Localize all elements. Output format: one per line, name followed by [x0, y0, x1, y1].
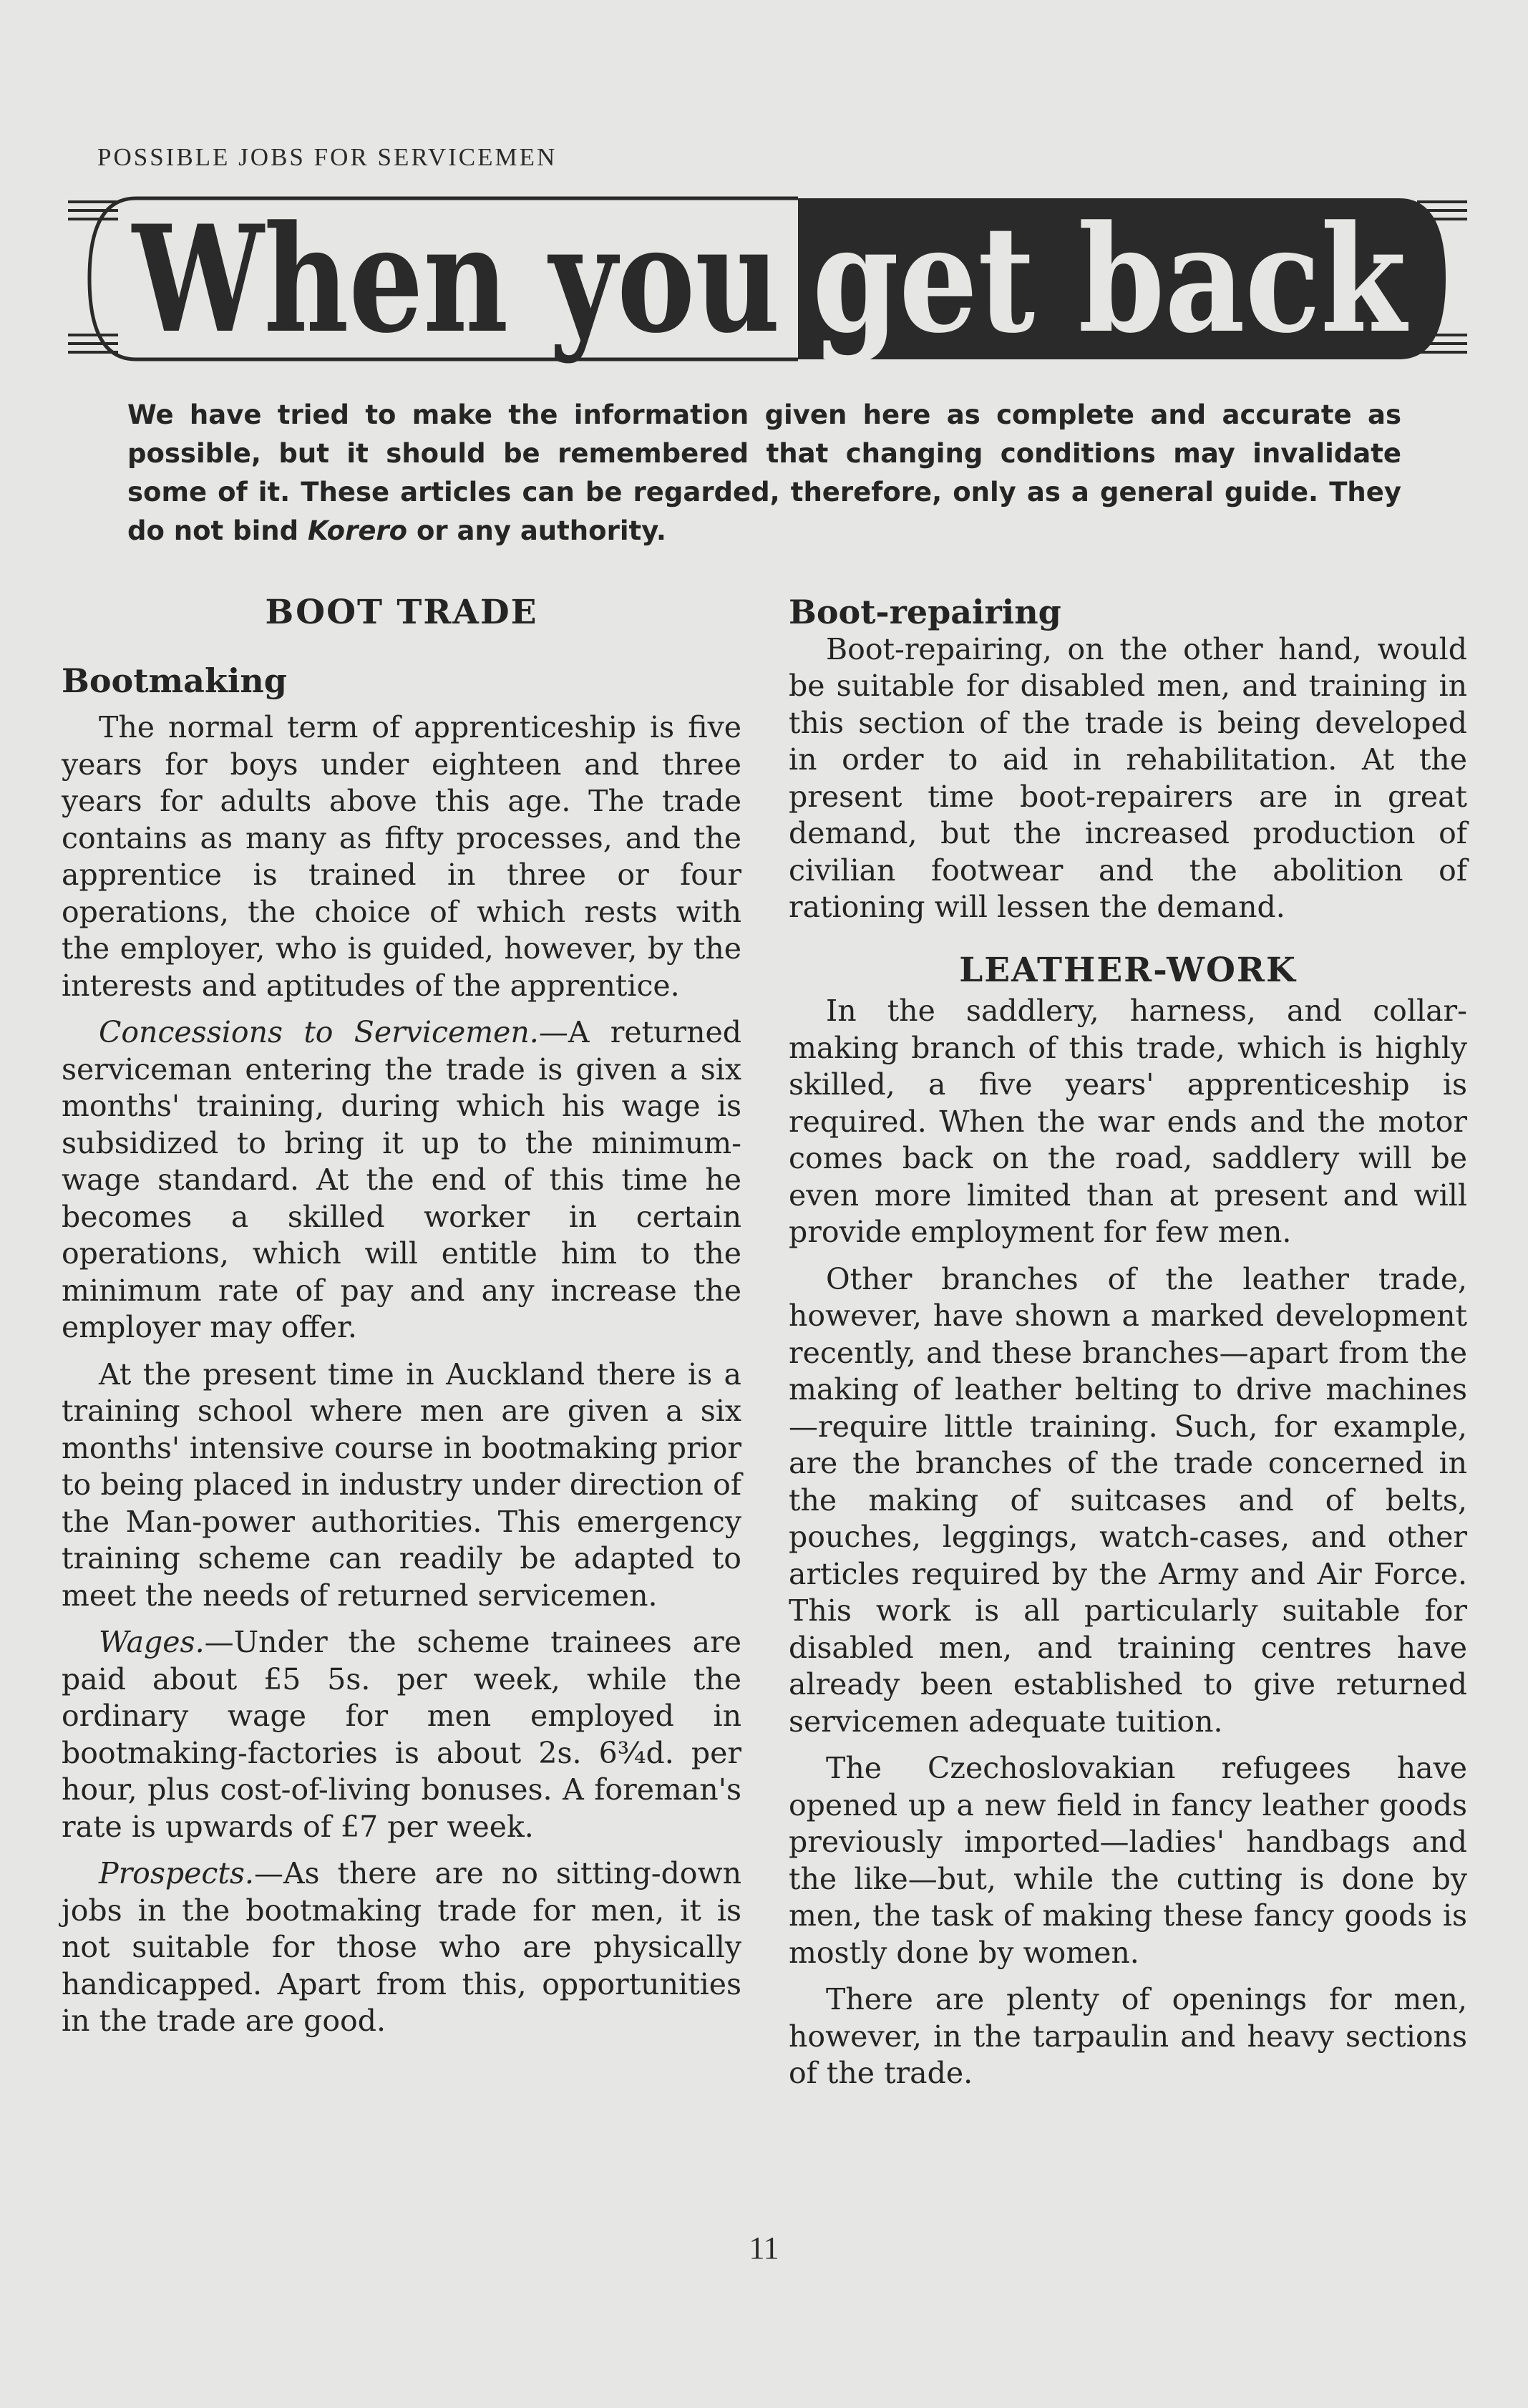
intro-disclaimer — [127, 396, 1401, 550]
section-title-leather-work: LEATHER-WORK — [959, 950, 1297, 990]
right-column — [789, 594, 1467, 2092]
subsection-title-bootmaking: Bootmaking — [62, 661, 287, 700]
paragraph — [62, 1624, 741, 1845]
paragraph: There are plenty of openings for men, however, in the tarpaulin and heavy sections of the trade. — [789, 1982, 1467, 2090]
banner-right-text: get back — [812, 195, 1409, 366]
paragraph-lead: Wages. — [99, 1625, 205, 1659]
paragraph-lead: Concessions to Servicemen. — [99, 1015, 539, 1049]
paragraph-body: —As there are no sitting-down jobs in the bootmaking trade for men, it is not suitable for those who are physically handicapped. Apart from this, opportunities in the trade are good. — [62, 1856, 741, 2038]
paragraph: Other branches of the leather trade, however, have shown a marked development recently, and these branches—apart from the making of leather belting to drive machines—require little training. Such, for example, are the branches of the trade concerned in the making of suitcases and of belts, pouches, leggings, watch-cases, and other articles required by the Army and Air Force. This work is all particularly suitable for disabled men, and training centres have already been established to give returned servicemen adequate tuition. — [789, 1261, 1467, 1739]
paragraph: The normal term of apprenticeship is five years for boys under eighteen and three years for adults above this age. The trade contains as many as fifty processes, and the apprentice is trained in three or four operations, the choice of which rests with the employer, who is guided, however, by the interests and aptitudes of the apprentice. — [62, 710, 741, 1003]
speed-lines-left — [68, 202, 118, 352]
paragraph — [62, 1855, 741, 2040]
page-number: 11 — [749, 2230, 779, 2266]
intro-text-1: We have tried to make the information given here as complete and accurate as possible, but it should be remembered that changing conditions may invalidate some of it. These articles can be regarded, therefore, only as a general guide. They do not bind — [127, 399, 1401, 546]
paragraph — [62, 1014, 741, 1346]
paragraph: Boot-repairing, on the other hand, would be suitable for disabled men, and training in this section of the trade is being developed in order to aid in rehabilitation. At the present time boot-repairers are in great demand, but the increased production of civilian footwear and the abolition of rationing will lessen the demand. — [789, 631, 1467, 924]
paragraph-body: —A returned serviceman entering the trade is given a six months' training, during which his wage is subsidized to bring it up to the minimum-wage standard. At the end of this time he becomes a skilled worker in certain operations, which will entitle him to the minimum rate of pay and any increase the employer may offer. — [62, 1015, 741, 1344]
banner-left-text: When you — [131, 195, 781, 366]
left-column — [62, 594, 741, 2040]
paragraph-lead: Prospects. — [99, 1856, 254, 1890]
running-head: POSSIBLE JOBS FOR SERVICEMEN — [97, 143, 558, 171]
subsection-title-boot-repairing: Boot-repairing — [789, 593, 1061, 631]
section-title-boot-trade: BOOT TRADE — [265, 593, 538, 632]
paragraph: In the saddlery, harness, and collar-making branch of this trade, which is highly skilled, a five years' apprenticeship is required. When the war ends and the motor comes back on the road, saddlery will be even more limited than at present and will provide employment for few men. — [789, 994, 1467, 1249]
title-banner — [68, 195, 1467, 366]
paragraph-body: —Under the scheme trainees are paid about £5 5s. per week, while the ordinary wage for men employed in bootmaking-factories is about 2s. 6¾d. per hour, plus cost-of-living bonuses. A foreman's rate is upwards of £7 per week. — [62, 1625, 741, 1844]
intro-korero: Korero — [308, 515, 408, 546]
intro-text-2: or any authority. — [407, 515, 666, 546]
paragraph: The Czechoslovakian refugees have opened up a new field in fancy leather goods previously imported—ladies' handbags and the like—but, while the cutting is done by men, the task of making these fancy goods is mostly done by women. — [789, 1751, 1467, 1970]
paragraph: At the present time in Auckland there is a training school where men are given a six months' intensive course in bootmaking prior to being placed in industry under direction of the Man-power authorities. This emergency training scheme can readily be adapted to meet the needs of returned servicemen. — [62, 1356, 741, 1613]
